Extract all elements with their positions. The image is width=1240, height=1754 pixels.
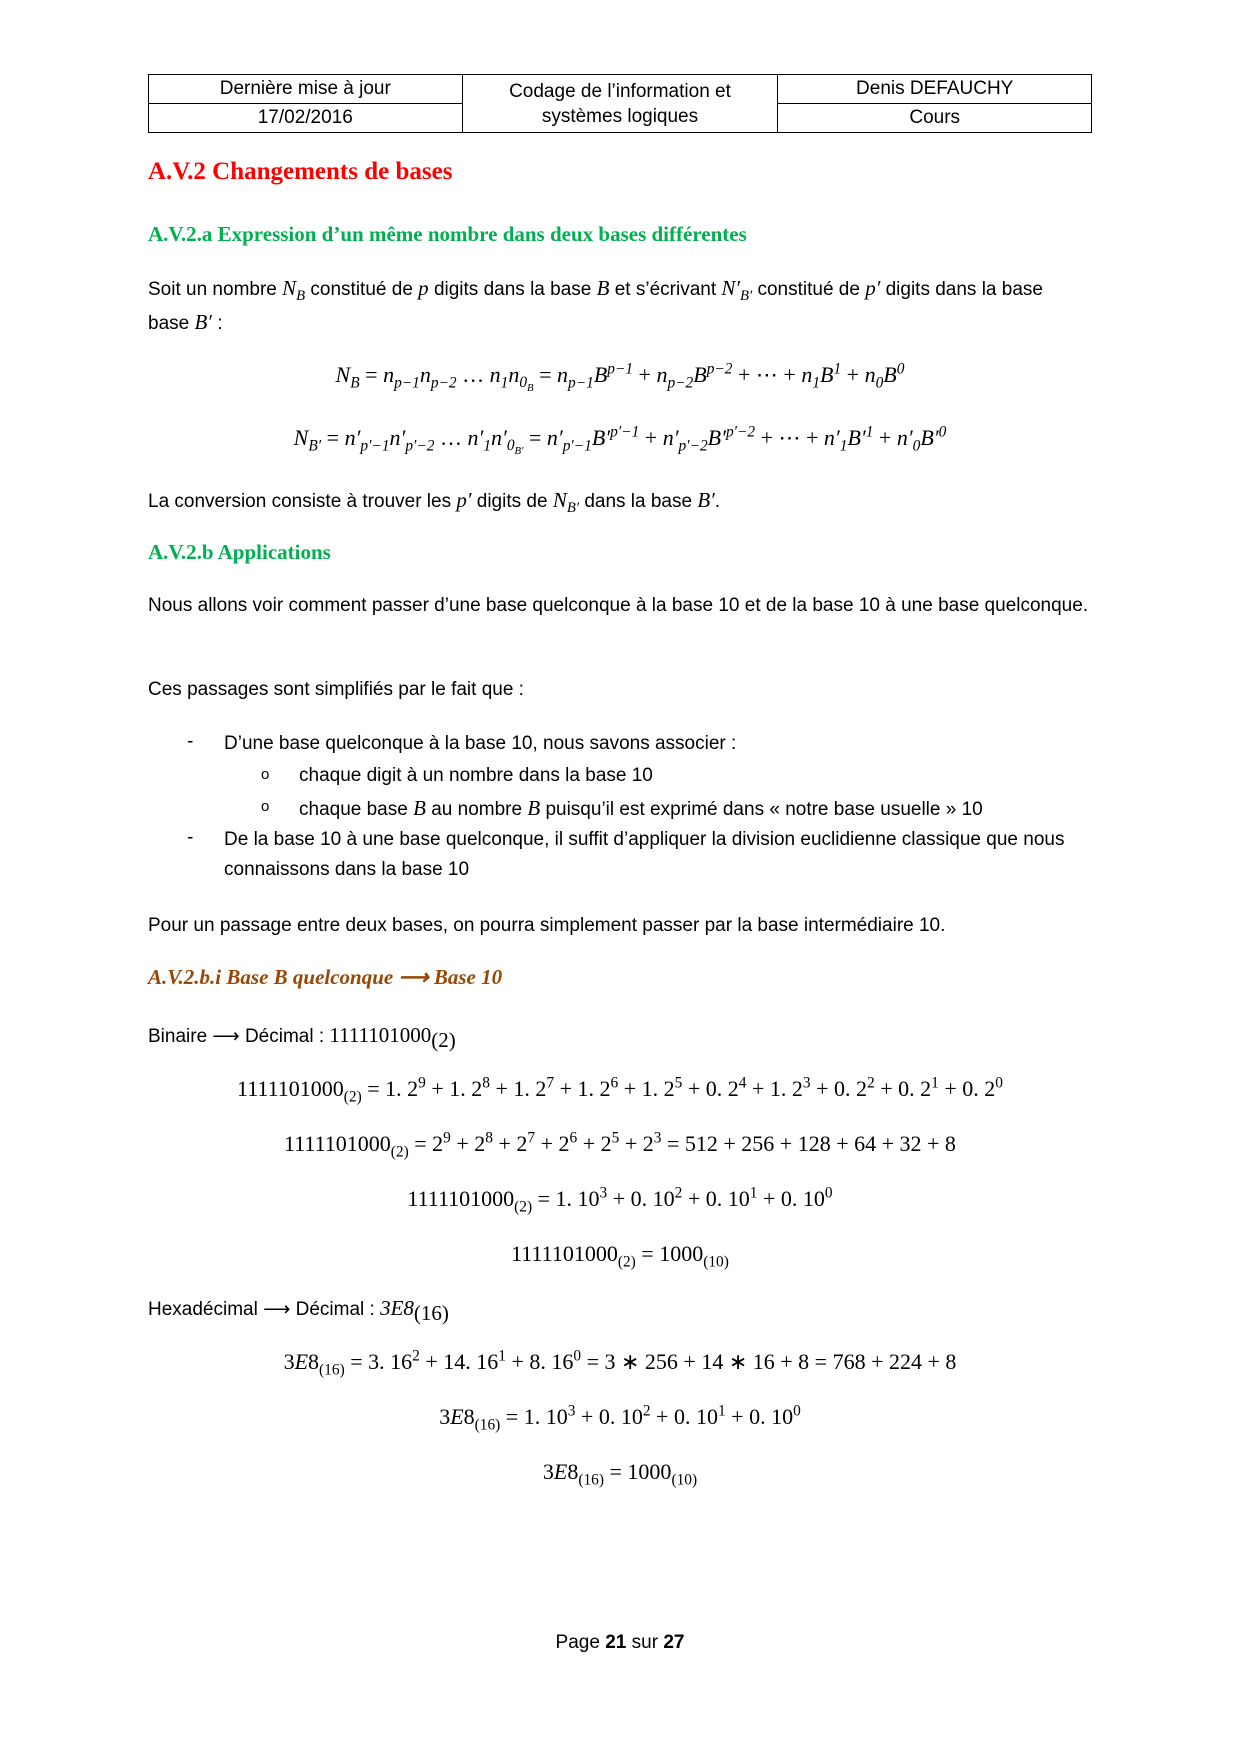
bullet-subitem-2: chaque base B au nombre B puisqu’il est exprimé dans « notre base usuelle » 10: [299, 796, 983, 820]
equation-binary-2: $1111101000_{(2)} = 2^9 + 2^8 + 2^7 + 2^6 + 2^5 + 2^3 = 512 + 256 + 128 + 64 + 32 + 8$: [284, 1129, 956, 1161]
bullet-circle: o: [261, 798, 270, 815]
bullet-dash: -: [187, 827, 194, 848]
total-pages: 27: [663, 1632, 685, 1653]
title-line-1: Codage de l’information et: [509, 80, 731, 102]
current-page: 21: [605, 1632, 627, 1653]
title-line-2: systèmes logiques: [541, 105, 699, 127]
equation-nb-prime: $N_{B'} = n'_{p'-1}n'_{p'-2}$ … $n'_1n'_{0_{B'}} = n'_{p'-1}B'^{p'-1} + n'_{p'-2}B'^{p'-2}$ + ⋯ + $n'_1B'^1 + n'_0B'^0$: [293, 423, 947, 458]
intro-paragraph: Soit un nombre $N_B$ constitué de p digits dans la base B et s’écrivant $N'_{B'}$ constitué de p′ digits dans la base base B′ :: [148, 276, 1043, 334]
bullet-item-1: D’une base quelconque à la base 10, nous savons associer :: [224, 733, 737, 754]
section-title: A.V.2 Changements de bases: [148, 158, 453, 185]
author: Denis DEFAUCHY: [778, 75, 1092, 104]
header-table: [148, 74, 1092, 133]
bullet-dash: -: [187, 731, 194, 752]
simplification-paragraph: Ces passages sont simplifiés par le fait que :: [148, 679, 524, 700]
equation-binary-1: $1111101000_{(2)} = 1$. $2^9 + 1$. $2^8 + 1$. $2^7 + 1$. $2^6 + 1$. $2^5 + 0$. $2^4 + 1$. $2^3 + 0$. $2^2 + 0$. $2^1 + 0$. $2^0$: [237, 1074, 1003, 1106]
conversion-paragraph: La conversion consiste à trouver les p′ digits de $N_{B'}$ dans la base B′.: [148, 488, 721, 517]
subsubsection-title: A.V.2.b.i Base B quelconque ⟶ Base 10: [148, 965, 503, 989]
intermediate-base-paragraph: Pour un passage entre deux bases, on pourra simplement passer par la base intermédiaire 10.: [148, 915, 946, 936]
last-update-label: Dernière mise à jour: [149, 75, 463, 104]
equation-binary-4: $1111101000_{(2)} = 1000_{(10)}$: [511, 1241, 729, 1271]
hex-example-label: Hexadécimal ⟶ Décimal : $3E8_{(16)}$: [148, 1296, 449, 1325]
subsection-b-title: A.V.2.b Applications: [148, 540, 331, 564]
last-update-date: 17/02/2016: [149, 104, 463, 133]
bullet-subitem-1: chaque digit à un nombre dans la base 10: [299, 765, 653, 786]
doc-type: Cours: [778, 104, 1092, 133]
equation-nb: $N_B = n_{p-1}n_{p-2}$ … $n_1n_{0_B} = n_{p-1}B^{p-1} + n_{p-2}B^{p-2}$ + ⋯ + $n_1B^1 + n_0B^0$: [335, 360, 905, 395]
equation-binary-3: $1111101000_{(2)} = 1$. $10^3 + 0$. $10^2 + 0$. $10^1 + 0$. $10^0$: [407, 1184, 833, 1216]
applications-paragraph: Nous allons voir comment passer d’une base quelconque à la base 10 et de la base 10 à une base quelconque.: [148, 595, 1089, 616]
bullet-circle: o: [261, 766, 270, 783]
binary-example-label: Binaire ⟶ Décimal : $1111101000_{(2)}$: [148, 1023, 456, 1052]
bullet-item-2: De la base 10 à une base quelconque, il suffit d’appliquer la division euclidienne classique que nous connaissons dans la base 10: [224, 829, 1065, 880]
equation-hex-2: $3E8_{(16)} = 1$. $10^3 + 0$. $10^2 + 0$. $10^1 + 0$. $10^0$: [439, 1402, 801, 1434]
subsection-a-title: A.V.2.a Expression d’un même nombre dans deux bases différentes: [148, 222, 747, 246]
document-title: [462, 75, 778, 133]
equation-hex-3: $3E8_{(16)} = 1000_{(10)}$: [542, 1459, 698, 1489]
page-footer: Page 21 sur 27: [555, 1632, 685, 1653]
equation-hex-1: $3E8_{(16)} = 3$. $16^2 + 14$. $16^1 + 8$. $16^0 = 3$ ∗ 256 + 14 ∗ 16 + 8 = 768 + 224 + 8: [283, 1347, 957, 1379]
